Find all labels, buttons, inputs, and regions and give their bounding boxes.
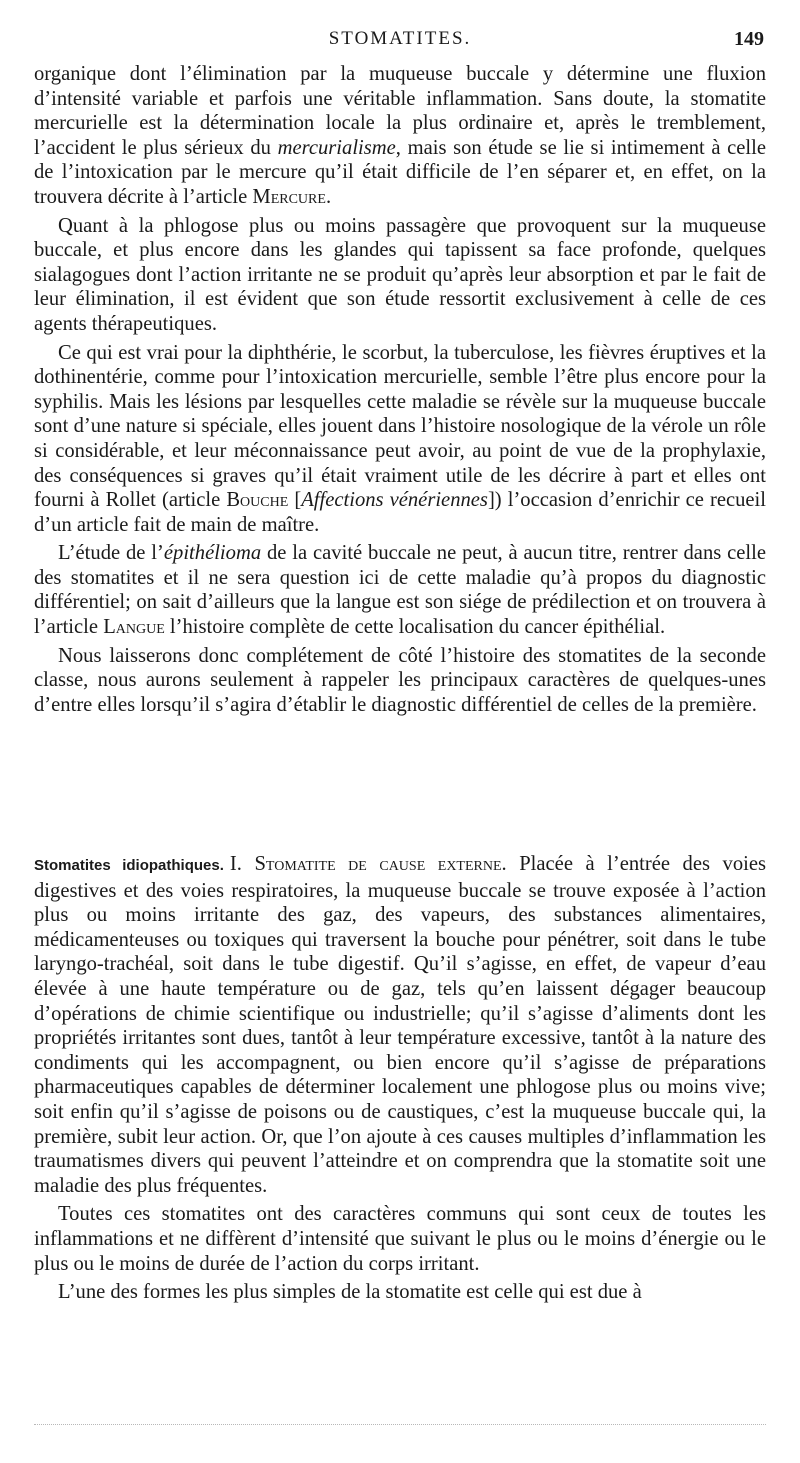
paragraph-3: Ce qui est vrai pour la diphthérie, le scorbut, la tuberculose, les fièvres éruptives et la dothinentérie, comme pour l’intoxication mercurielle, semble l’être plus encore pour la syphilis. Mais les lésions par lesquelles cette maladie se révèle sur la muqueuse buccale sont d’une nature si spéciale, elles jouent dans l’histoire nosologique de la vérole un rôle si considérable, et leur méconnaissance peut avoir, au point de vue de la prophylaxie, des conséquences si graves qu’il était vraiment utile de les décrire à part et elles ont fourni à Rollet (article Bouche [Affections vénériennes]) l’occasion d’enrichir ce recueil d’un article fait de main de maître. (34, 341, 766, 536)
paragraph-8: L’une des formes les plus simples de la stomatite est celle qui est due à (58, 1281, 642, 1304)
page-header (34, 28, 766, 58)
section-heading: Stomatites idiopathiques. (34, 857, 224, 874)
body-text-upper (34, 62, 766, 721)
paragraph-1: organique dont l’élimination par la muqueuse buccale y détermine une fluxion d’intensité variable et parfois une véritable inflammation. Sans doute, la stomatite mercurielle est la détermination locale la plus ordinaire et, après le tremblement, l’accident le plus sérieux du mercurialisme, mais son étude se lie si intimement à celle de l’intoxication par le mercure qu’il était difficile de l’en séparer et, en effet, on la trouvera décrite à l’article Mercure. (34, 63, 766, 208)
italic-term: épithélioma (163, 542, 262, 565)
cross-reference: Bouche (226, 489, 289, 512)
footer-rule (34, 1424, 766, 1425)
running-title: STOMATITES. (328, 28, 472, 49)
body-text-lower (34, 852, 766, 1309)
paragraph-5: Nous laisserons donc complétement de côté l’histoire des stomatites de la seconde classe, nous aurons seulement à rappeler les principaux caractères de quelques-unes d’entre elles lorsqu’il s’agira d’établir le diagnostic différentiel de celles de la première. (34, 644, 766, 716)
page-number: 149 (734, 28, 764, 50)
paragraph-2: Quant à la phlogose plus ou moins passagère que provoquent sur la muqueuse buccale, et plus encore dans les glandes qui tapissent sa face profonde, quelques sialagogues dont l’action irritante ne se produit qu’après leur absorption et par le fait de leur élimination, il est évident que son étude ressortit exclusivement à celle de ces agents thérapeutiques. (34, 214, 766, 335)
cross-reference: Mercure (252, 185, 326, 208)
subsection-title: Stomatite de cause externe (254, 853, 502, 875)
italic-term: mercurialisme (277, 136, 396, 159)
paragraph-6: Stomatites idiopathiques. I. Stomatite de cause externe. Placée à l’entrée des voies digestives et des voies respiratoires, la muqueuse buccale se trouve exposée à l’action plus ou moins irritante des gaz, des vapeurs, des substances alimentaires, médicamenteuses ou toxiques qui traversent la bouche pour pénétrer, soit dans le tube laryngo-trachéal, soit dans le tube digestif. Qu’il s’agisse, en effet, de vapeur d’eau élevée à une haute température ou de gaz, tels qu’en laissent dégager beaucoup d’opérations de chimie scientifique ou industrielle; qu’il s’agisse d’aliments dont les propriétés irritantes sont dues, tantôt à leur température excessive, tantôt à la nature des condiments qui les accompagnent, ou bien encore qu’il s’agisse de préparations pharmaceutiques capables de déterminer localement une phlogose plus ou moins vive; soit enfin qu’il s’agisse de poisons ou de caustiques, c’est la muqueuse buccale qui, la première, subit leur action. Or, que l’on ajoute à ces causes multiples d’inflammation les traumatismes divers qui peuvent l’atteindre et on comprendra que la stomatite soit une maladie des plus fréquentes. (34, 853, 766, 1197)
paragraph-4: L’étude de l’épithélioma de la cavité buccale ne peut, à aucun titre, rentrer dans celle des stomatites et il ne sera question ici de cette maladie qu’à propos du diagnostic différentiel; on sait d’ailleurs que la langue est son siége de prédilection et on trouvera à l’article Langue l’histoire complète de cette localisation du cancer épithélial. (34, 542, 766, 639)
paragraph-7: Toutes ces stomatites ont des caractères communs qui sont ceux de toutes les inflammations et ne diffèrent d’intensité que suivant le plus ou le moins d’énergie ou le plus ou le moins de durée de l’action du corps irritant. (34, 1203, 766, 1275)
cross-reference: Langue (103, 616, 165, 639)
italic-term: Affections vénériennes (301, 489, 488, 512)
